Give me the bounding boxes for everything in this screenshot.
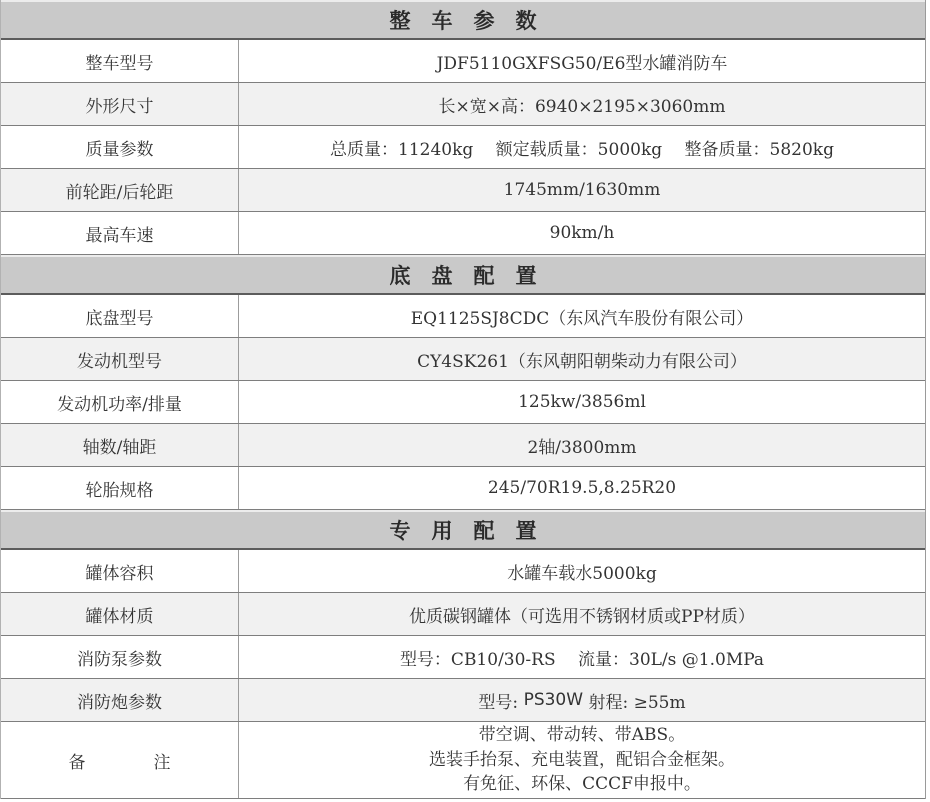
row-label: 发动机功率/排量 — [1, 381, 239, 423]
row-label: 质量参数 — [1, 126, 239, 168]
table-row-remarks — [1, 722, 925, 799]
row-value: CY4SK261（东风朝阳朝柴动力有限公司） — [417, 351, 747, 372]
table-row-chassis-model — [1, 295, 925, 338]
row-value — [239, 679, 925, 721]
section-chassis-config — [1, 255, 925, 510]
table-row-axles-wheelbase — [1, 424, 925, 467]
section-special-config — [1, 510, 925, 799]
remark-line: 带空调、带动转、带ABS。 — [478, 725, 686, 746]
monitor-value-suffix: 射程: ≥55m — [583, 692, 686, 713]
table-row-max-speed — [1, 212, 925, 255]
table-row-engine-power — [1, 381, 925, 424]
row-label: 外形尺寸 — [1, 83, 239, 125]
row-value: 245/70R19.5,8.25R20 — [487, 478, 677, 498]
table-row-vehicle-model — [1, 40, 925, 83]
row-label: 整车型号 — [1, 40, 239, 82]
row-value: 125kw/3856ml — [518, 392, 646, 412]
monitor-value-prefix: 型号: — [478, 692, 524, 713]
row-label: 最高车速 — [1, 212, 239, 254]
section-vehicle-params — [1, 0, 925, 255]
row-value: EQ1125SJ8CDC（东风汽车股份有限公司） — [410, 308, 754, 329]
row-label: 轮胎规格 — [1, 467, 239, 509]
table-row-tire-spec — [1, 467, 925, 510]
table-row-tank-capacity — [1, 550, 925, 593]
row-value: 1745mm/1630mm — [503, 180, 661, 200]
table-row-fire-pump — [1, 636, 925, 679]
row-label: 消防泵参数 — [1, 636, 239, 678]
row-label: 底盘型号 — [1, 295, 239, 337]
monitor-model-number: PS30W — [523, 690, 584, 710]
row-value: 2轴/3800mm — [527, 437, 637, 458]
row-label: 罐体容积 — [1, 550, 239, 592]
row-label: 发动机型号 — [1, 338, 239, 380]
table-row-wheel-track — [1, 169, 925, 212]
row-value: 长×宽×高：6940×2195×3060mm — [438, 96, 726, 117]
section-title-special-config: 专 用 配 置 — [1, 510, 925, 550]
row-value: 水罐车载水5000kg — [507, 563, 657, 584]
row-label: 前轮距/后轮距 — [1, 169, 239, 211]
section-title-vehicle-params: 整 车 参 数 — [1, 0, 925, 40]
row-value: 型号：CB10/30-RS 流量：30L/s @1.0MPa — [399, 649, 765, 670]
table-row-mass-params — [1, 126, 925, 169]
row-label: 罐体材质 — [1, 593, 239, 635]
table-row-dimensions — [1, 83, 925, 126]
remark-line: 有免征、环保、CCCF申报中。 — [463, 774, 701, 795]
row-label: 轴数/轴距 — [1, 424, 239, 466]
table-row-engine-model — [1, 338, 925, 381]
section-title-chassis-config: 底 盘 配 置 — [1, 255, 925, 295]
row-value: 优质碳钢罐体（可选用不锈钢材质或PP材质） — [409, 606, 755, 627]
row-value: 总质量：11240kg 额定载质量：5000kg 整备质量：5820kg — [330, 139, 834, 160]
row-value: JDF5110GXFSG50/E6型水罐消防车 — [436, 53, 728, 74]
remark-line: 选装手抬泵、充电装置，配铝合金框架。 — [429, 749, 735, 770]
table-row-tank-material — [1, 593, 925, 636]
row-label: 消防炮参数 — [1, 679, 239, 721]
remarks-value — [239, 722, 925, 798]
row-label: 备 注 — [1, 722, 239, 798]
row-value: 90km/h — [549, 223, 615, 243]
table-row-fire-monitor — [1, 679, 925, 722]
